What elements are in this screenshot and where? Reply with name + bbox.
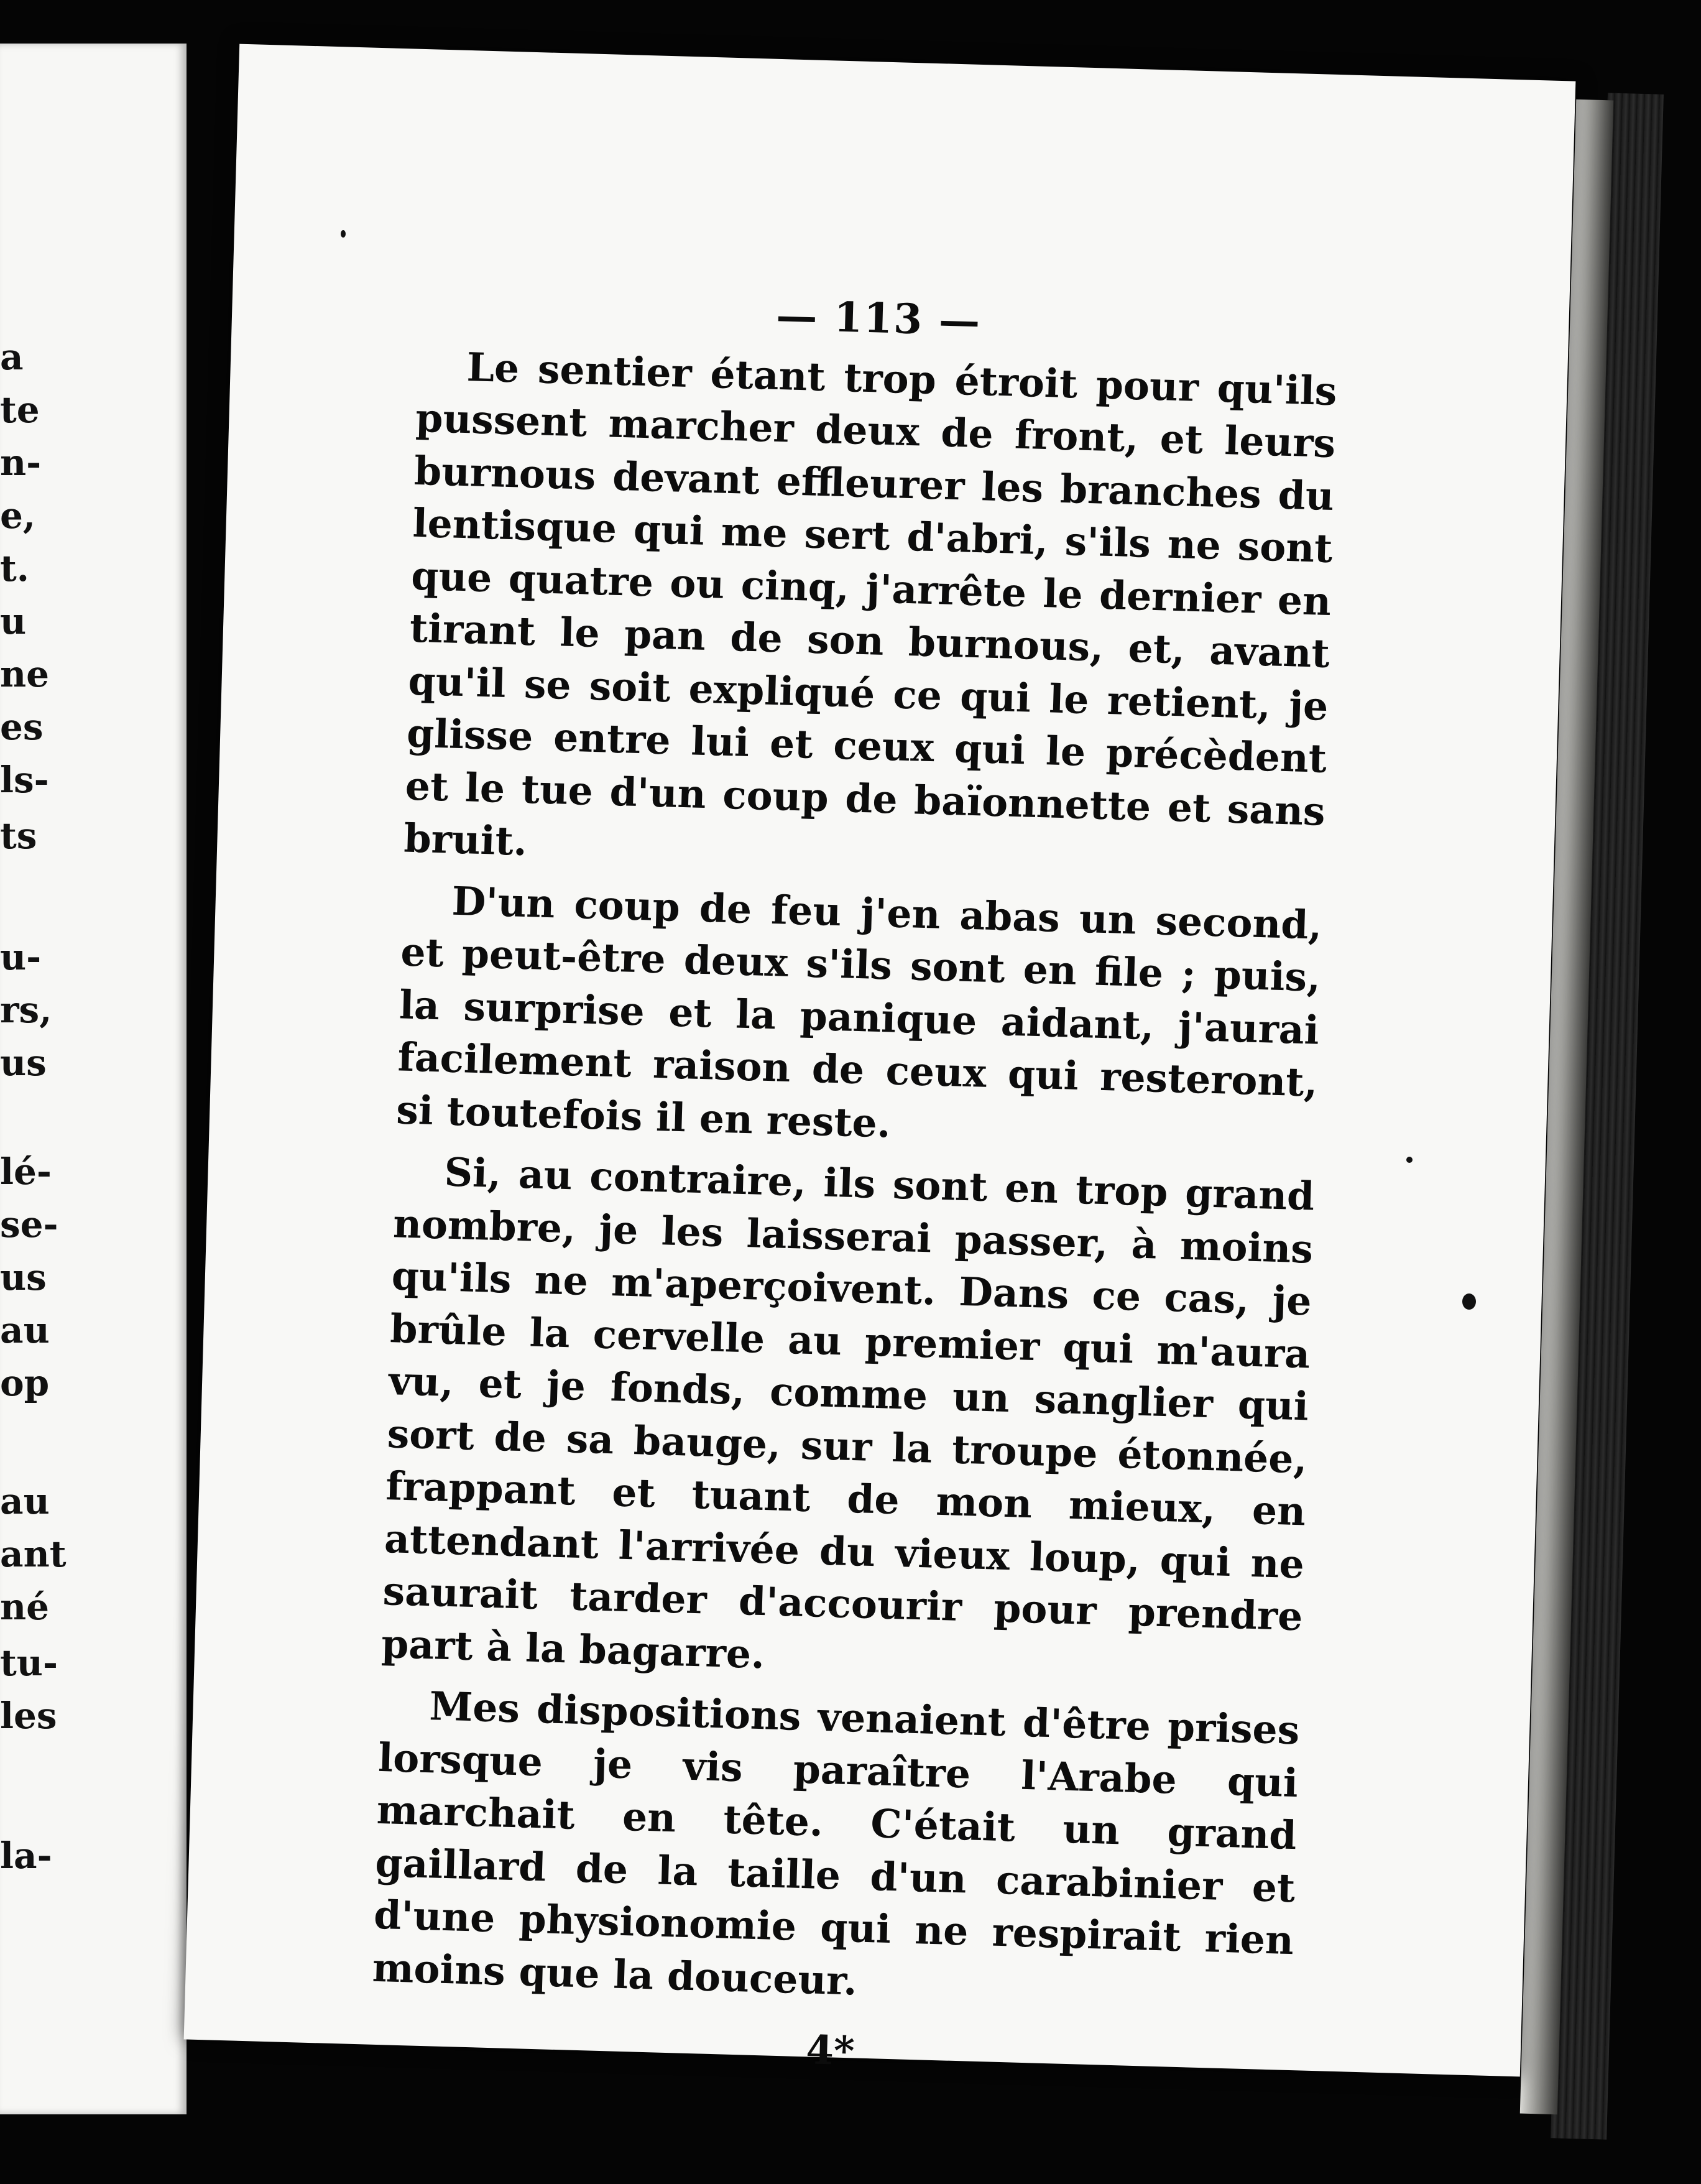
left-page-fragment: t. <box>0 547 29 590</box>
left-facing-page <box>0 44 187 2114</box>
left-page-fragment: au <box>0 1480 50 1522</box>
left-page-fragment: se- <box>0 1203 58 1246</box>
ink-speck <box>1406 1157 1413 1163</box>
left-page-fragment: te <box>0 389 40 431</box>
left-page-fragment: rs, <box>0 989 52 1031</box>
left-page-fragment: es <box>0 706 44 748</box>
left-page-fragment: ts <box>0 815 37 857</box>
paragraph: Si, au contraire, ils sont en trop grand nombre, je les laisserai passer, à moins qu'ils ne m'aperçoivent. Dans ce cas, je brûle la cervelle au premier qui m'aura vu, et je fonds, comme un sanglier qui sort de sa bauge, sur la troupe étonnée, frappant et tuant de mon mieux, en attendant l'arrivée du vieux loup, qui ne saurait tarder d'accourir pour prendre part à la bagarre. <box>380 1149 1316 1677</box>
left-page-fragment: a <box>0 336 24 378</box>
paragraph: Le sentier étant trop étroit pour qu'ils pussent marcher deux de front, et leurs burnous devant effleurer les branches du lentisque qui me sert d'abri, s'ils ne sont que quatre ou cinq, j'arrête le dernier en tirant le pan de son burnous, et, avant qu'il se soit expliqué ce qui le retient, je glisse entre lui et ceux qui le précèdent et le tue d'un coup de baïonnette et sans bruit. <box>403 343 1338 865</box>
left-page-fragment: né <box>0 1586 50 1628</box>
left-page-fragment: us <box>0 1256 47 1298</box>
left-page-fragment: la- <box>0 1835 52 1877</box>
left-page-fragment: us <box>0 1042 47 1084</box>
page-text-block <box>370 279 1340 2091</box>
left-page-fragment: lé- <box>0 1150 52 1193</box>
paragraph: Mes dispositions venaient d'être prises lorsque je vis paraître l'Arabe qui marchait en tête. C'était un grand gaillard de la taille d'un carabinier et d'une physionomie qui ne respirait rien moins que la douceur. <box>371 1683 1301 2004</box>
left-page-fragment: les <box>0 1695 57 1737</box>
ink-speck <box>341 230 346 238</box>
left-page-fragment: e, <box>0 494 36 537</box>
left-page-fragment: ls- <box>0 759 49 801</box>
left-page-fragment: n- <box>0 442 42 484</box>
left-page-fragment: u- <box>0 936 42 978</box>
signature-mark: 4* <box>805 2027 855 2075</box>
page-number-header: — 113 — <box>775 290 982 346</box>
main-page <box>184 44 1576 2077</box>
left-page-fragment: u <box>0 600 27 642</box>
left-page-fragment: au <box>0 1309 50 1351</box>
left-page-fragment: ant <box>0 1533 67 1575</box>
left-page-fragment: ne <box>0 653 50 695</box>
left-page-fragment: tu- <box>0 1642 58 1684</box>
paragraph: D'un coup de feu j'en abas un second, et peut-être deux s'ils sont en file ; puis, la surprise et la panique aidant, j'aurai facilement raison de ceux qui resteront, si toutefois il en reste. <box>395 877 1323 1147</box>
ink-speck <box>1462 1293 1476 1310</box>
left-page-fragment: op <box>0 1362 50 1404</box>
